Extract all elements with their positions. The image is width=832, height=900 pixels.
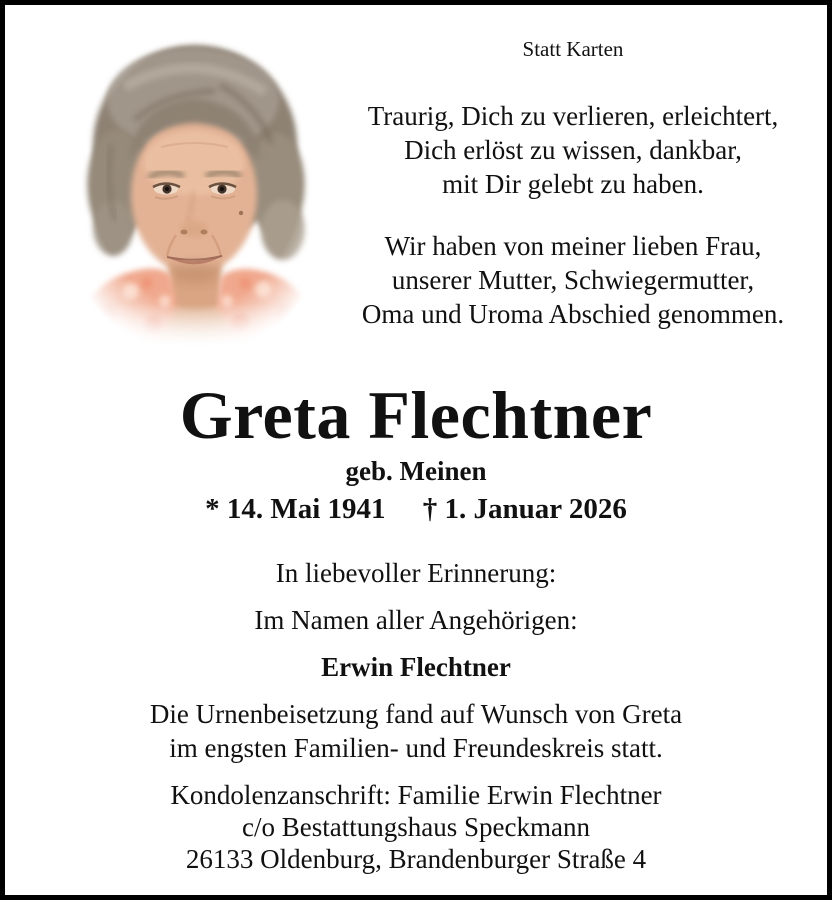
condolence-line: 26133 Oldenburg, Brandenburger Straße 4 [185,844,647,874]
on-behalf-line: Im Namen aller Angehörigen: [254,605,578,635]
condolence-address [5,779,827,875]
portrait-photo [65,25,327,347]
top-text-column [327,25,827,331]
poem-verse [327,99,819,201]
farewell-paragraph [327,229,819,331]
statt-karten-line: Statt Karten [522,37,624,61]
poem-line: Dich erlöst zu wissen, dankbar, [404,135,742,165]
birth-date: * 14. Mai 1941 [205,493,386,525]
life-dates [5,491,827,527]
condolence-line: c/o Bestattungshaus Speckmann [242,812,590,842]
farewell-line: unserer Mutter, Schwiegermutter, [391,265,755,295]
portrait-photo-illustration [65,25,327,347]
burial-line: Die Urnenbeisetzung fand auf Wunsch von Greta [149,699,683,729]
farewell-line: Oma und Uroma Abschied genommen. [361,299,785,329]
condolence-line: Kondolenzanschrift: Familie Erwin Flechtner [170,780,662,810]
burial-paragraph [5,697,827,765]
birth-name: geb. Meinen [345,456,487,486]
death-date: † 1. Januar 2026 [422,493,627,525]
farewell-line: Wir haben von meiner lieben Frau, [384,231,762,261]
remembrance-line: In liebevoller Erinnerung: [275,558,557,588]
mourner-name: Erwin Flechtner [321,652,511,682]
deceased-name: Greta Flechtner [179,377,653,453]
poem-line: Traurig, Dich zu verlieren, erleichtert, [367,101,779,131]
burial-line: im engsten Familien- und Freundeskreis statt. [169,733,663,763]
poem-line: mit Dir gelebt zu haben. [442,169,704,199]
top-section [5,5,827,347]
